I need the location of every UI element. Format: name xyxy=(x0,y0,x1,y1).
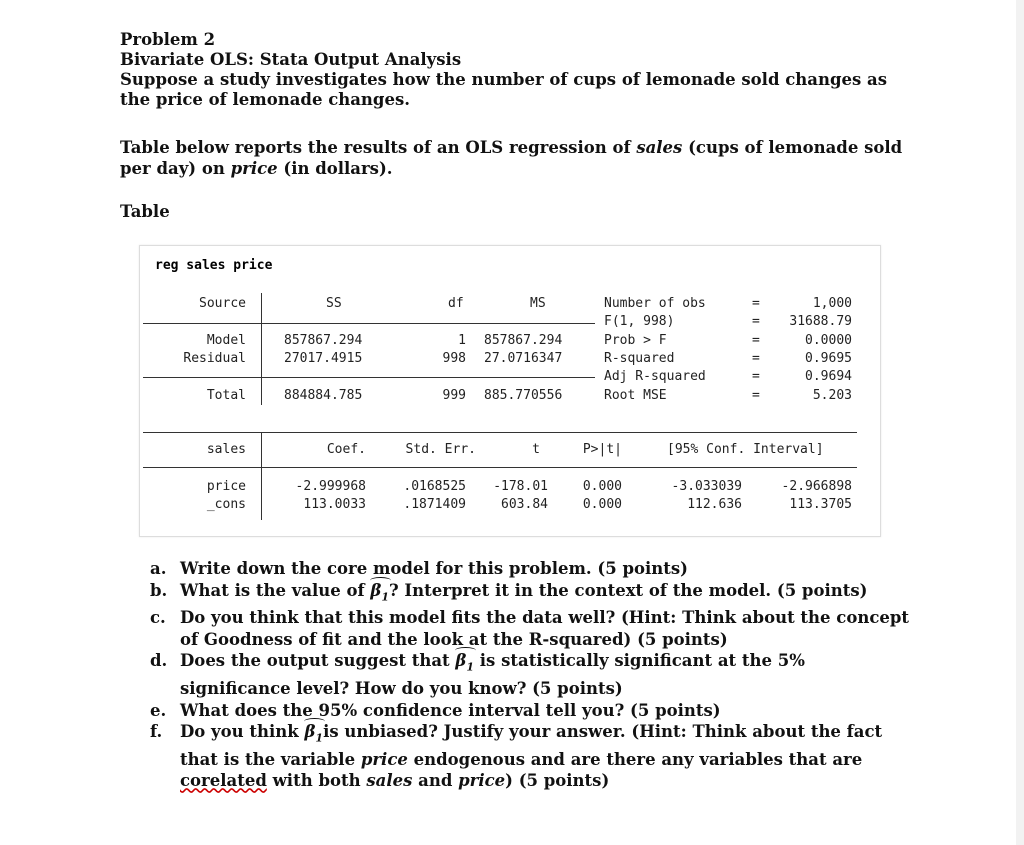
anova-ss-total: 884884.785 xyxy=(284,388,363,403)
coef-se-cons: .1871409 xyxy=(403,497,466,512)
stat-eq-probf: = xyxy=(752,333,760,348)
anova-df-total: 999 xyxy=(442,388,466,403)
stat-value-f: 31688.79 xyxy=(789,314,852,329)
anova-df-model: 1 xyxy=(458,333,466,348)
beta-hat-symbol: $\beta_1$ xyxy=(370,580,390,603)
stat-eq-adjr2: = xyxy=(752,369,760,384)
anova-header-ms: MS xyxy=(530,296,546,311)
anova-header-source: Source xyxy=(199,296,246,311)
stata-command: reg sales price xyxy=(155,258,273,273)
stat-eq-r2: = xyxy=(752,351,760,366)
beta-hat-symbol: $\beta_1$ xyxy=(455,651,475,674)
stat-value-probf: 0.0000 xyxy=(805,333,852,348)
anova-source-residual: Residual xyxy=(183,351,246,366)
anova-ss-model: 857867.294 xyxy=(284,333,363,348)
coef-vertical-divider xyxy=(261,432,262,520)
stat-eq-f: = xyxy=(752,314,760,329)
stat-eq-rmse: = xyxy=(752,388,760,403)
coef-var-cons: _cons xyxy=(206,497,246,512)
stat-value-r2: 0.9695 xyxy=(805,351,852,366)
question-d: d. Does the output suggest that $\beta_1$ is statistically significant at the 5% significance level? How do you know? (5 points) xyxy=(150,651,805,699)
question-e: e. What does the 95% confidence interval tell you? (5 points) xyxy=(150,700,721,720)
coef-top-rule xyxy=(143,432,857,433)
stat-value-rmse: 5.203 xyxy=(812,388,852,403)
table-description: Table below reports the results of an OLS regression of sales (cups of lemonade sold per day) on price (in dollars). xyxy=(120,138,903,178)
anova-header-rule xyxy=(143,323,595,324)
coef-coef-price: -2.999968 xyxy=(295,479,366,494)
table-label: Table xyxy=(120,202,170,221)
coef-lo-price: -3.033039 xyxy=(671,479,742,494)
anova-vertical-divider xyxy=(261,293,262,405)
coef-header-depvar: sales xyxy=(206,442,246,457)
stat-label-probf: Prob > F xyxy=(604,333,667,348)
question-b: b. What is the value of $\beta_1$? Interpret it in the context of the model. (5 points) xyxy=(150,580,868,603)
coef-header-coef: Coef. xyxy=(326,442,366,457)
coef-coef-cons: 113.0033 xyxy=(303,497,366,512)
anova-ss-residual: 27017.4915 xyxy=(284,351,363,366)
stat-label-rmse: Root MSE xyxy=(604,388,667,403)
question-a: a. Write down the core model for this problem. (5 points) xyxy=(150,559,688,578)
stat-value-nobs: 1,000 xyxy=(812,296,852,311)
beta-hat-symbol: $\beta_1$ xyxy=(304,722,324,745)
stat-value-adjr2: 0.9694 xyxy=(805,369,852,384)
coef-se-price: .0168525 xyxy=(403,479,466,494)
anova-ms-residual: 27.0716347 xyxy=(484,351,563,366)
stat-label-r2: R-squared xyxy=(604,351,675,366)
anova-df-residual: 998 xyxy=(442,351,466,366)
coef-header-rule xyxy=(143,467,857,468)
problem-intro: Suppose a study investigates how the number of cups of lemonade sold changes as the price of lemonade changes. xyxy=(120,70,888,109)
anova-ms-total: 885.770556 xyxy=(484,388,563,403)
coef-header-t: t xyxy=(532,442,540,457)
page-edge-shadow xyxy=(1016,0,1024,845)
coef-p-price: 0.000 xyxy=(582,479,622,494)
anova-total-rule xyxy=(143,377,595,378)
coef-hi-cons: 113.3705 xyxy=(789,497,852,512)
coef-var-price: price xyxy=(206,479,246,494)
coef-t-price: -178.01 xyxy=(493,479,548,494)
coef-header-ci: [95% Conf. Interval] xyxy=(667,442,824,457)
problem-header xyxy=(120,30,910,110)
coef-hi-price: -2.966898 xyxy=(781,479,852,494)
anova-ms-model: 857867.294 xyxy=(484,333,563,348)
anova-source-total: Total xyxy=(206,388,246,403)
stat-label-f: F(1, 998) xyxy=(604,314,675,329)
coef-header-se: Std. Err. xyxy=(405,442,476,457)
misspelled-word: corelated xyxy=(180,771,267,791)
stat-eq-nobs: = xyxy=(752,296,760,311)
question-f: f. Do you think $\beta_1is$ unbiased? Justify your answer. (Hint: Think about the fact that is the variable price endogenous and are there any variables that are corelated with both sales and price) (5 points) xyxy=(150,722,883,791)
stat-label-adjr2: Adj R-squared xyxy=(604,369,706,384)
coef-t-cons: 603.84 xyxy=(501,497,548,512)
coef-p-cons: 0.000 xyxy=(582,497,622,512)
problem-subtitle: Bivariate OLS: Stata Output Analysis xyxy=(120,50,462,69)
problem-title: Problem 2 xyxy=(120,30,216,49)
anova-header-df: df xyxy=(448,296,464,311)
question-list xyxy=(150,558,910,792)
coef-header-p: P>|t| xyxy=(582,442,622,457)
coef-lo-cons: 112.636 xyxy=(687,497,742,512)
question-c: c. Do you think that this model fits the data well? (Hint: Think about the concept of Goodness of fit and the look at the R-squared) (5 points) xyxy=(150,608,910,649)
anova-source-model: Model xyxy=(206,333,246,348)
stat-label-nobs: Number of obs xyxy=(604,296,706,311)
anova-header-ss: SS xyxy=(326,296,342,311)
